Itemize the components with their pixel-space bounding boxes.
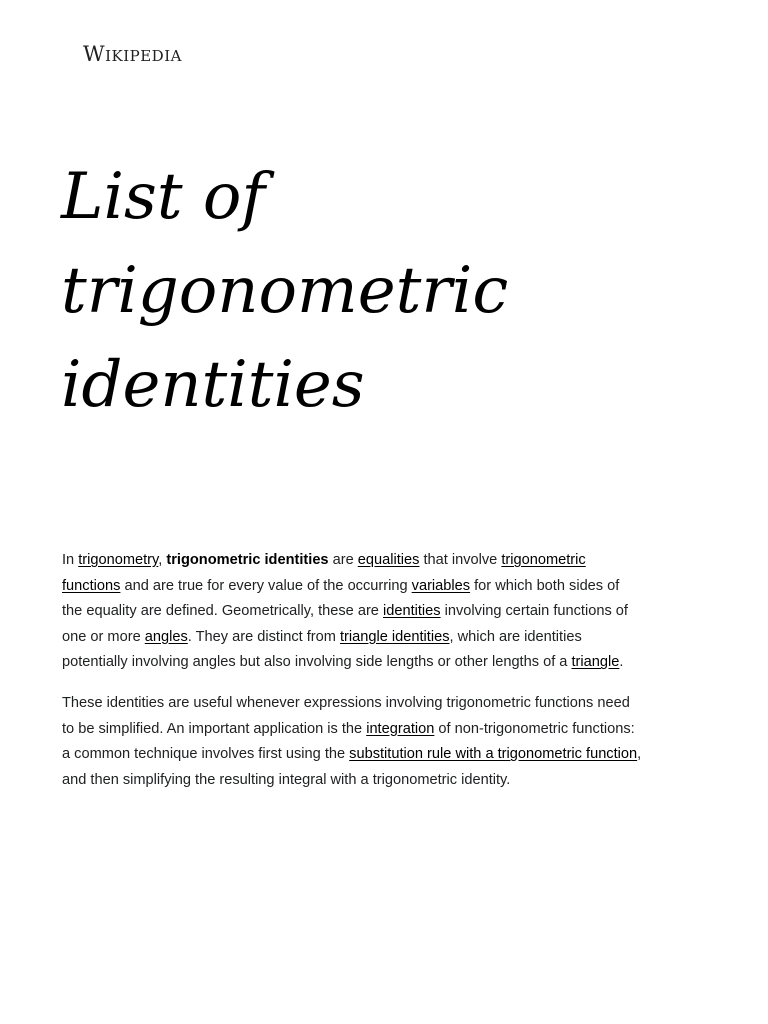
page-title: List of trigonometric identities xyxy=(61,160,509,422)
body-text: for which both sides of the equality are defined. Geometrically, these are xyxy=(62,577,620,620)
body-text: and are true for every value of the occurring xyxy=(120,577,412,594)
bold-term: trigonometric identities xyxy=(166,552,329,568)
body-text: These identities are useful whenever expressions involving trigonometric functions need to be simplified. An important application is the xyxy=(62,694,630,737)
link-integration[interactable]: integration xyxy=(366,720,435,737)
link-identities[interactable]: identities xyxy=(382,603,441,620)
body-text: that involve xyxy=(419,552,502,568)
paragraph-intro xyxy=(62,548,642,676)
link-triangle[interactable]: triangle xyxy=(571,654,620,671)
body-text: . xyxy=(619,654,624,671)
link-trigonometry[interactable]: trigonometry xyxy=(78,552,159,568)
body-text: , xyxy=(158,552,167,568)
body-text: of non-trigonometric functions: a common technique involves first using the xyxy=(62,720,635,763)
article-body xyxy=(62,548,642,808)
link-substitution-rule-with-a-trigonometric-function[interactable]: substitution rule with a trigonometric function xyxy=(349,746,638,763)
link-trigonometric-functions[interactable]: trigonometric functions xyxy=(62,552,586,594)
body-text: , which are identities potentially involving angles but also involving side lengths or other lengths of a xyxy=(62,628,582,671)
body-text: . They are distinct from xyxy=(187,628,340,645)
link-equalities[interactable]: equalities xyxy=(357,552,420,568)
link-variables[interactable]: variables xyxy=(411,577,471,594)
wikipedia-logo[interactable]: Wikipedia xyxy=(83,42,182,66)
body-text: , and then simplifying the resulting integral with a trigonometric identity. xyxy=(62,746,642,788)
paragraph-applications xyxy=(62,691,642,793)
body-text: In xyxy=(62,552,79,568)
link-triangle-identities[interactable]: triangle identities xyxy=(339,628,450,645)
body-text: involving certain functions of one or more xyxy=(62,603,628,645)
body-text: are xyxy=(328,552,358,568)
link-angles[interactable]: angles xyxy=(144,628,188,645)
